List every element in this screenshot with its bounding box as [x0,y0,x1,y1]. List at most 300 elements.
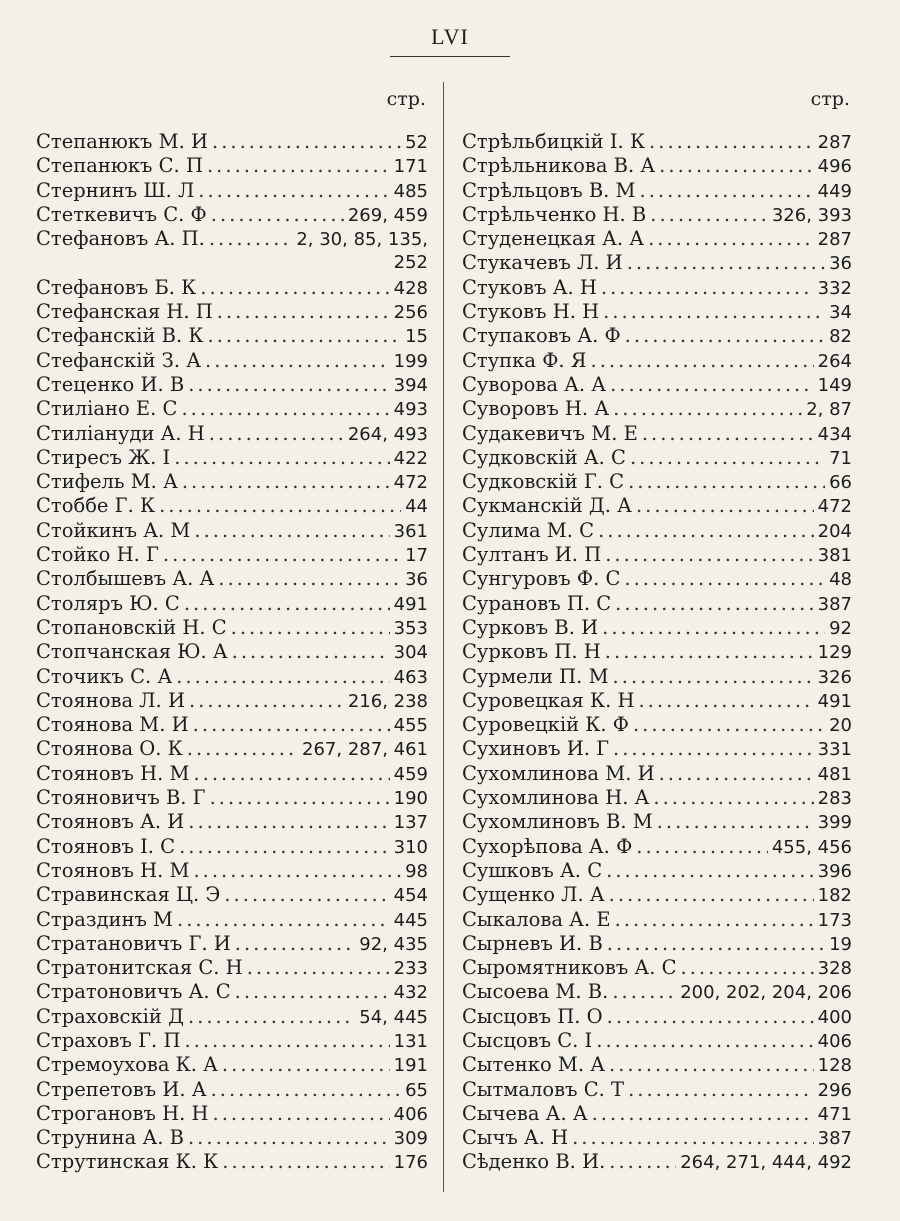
leader-dots [592,1102,814,1126]
index-entry [462,737,852,761]
leader-dots [224,883,389,907]
entry-name: Стоянова Л. И [36,688,185,712]
leader-dots [222,1053,390,1077]
index-entry [462,1053,852,1077]
leader-dots [606,859,814,883]
entry-name: Сурмели П. М [462,664,609,688]
index-entry [36,835,428,859]
index-entry [36,179,428,203]
entry-name: Студенецкая А. А [462,227,645,251]
index-entry [462,543,852,567]
entry-pages: 445 [393,909,428,931]
index-entry [462,519,852,543]
leader-dots [198,179,389,203]
entry-pages: 252 [393,252,428,274]
index-entry [36,762,428,786]
index-entry [36,640,428,664]
entry-name: Стойкинъ А. М [36,518,191,542]
entry-name: Сухомлинова Н. А [462,786,650,810]
index-entry [462,373,852,397]
entry-name: Сухомлинова М. И [462,761,655,785]
leader-dots [174,446,389,470]
entry-pages: 455 [393,715,428,737]
leader-dots [217,300,390,324]
leader-dots [163,543,401,567]
index-entry [462,494,852,518]
leader-dots [184,592,390,616]
entry-name: Стуковъ Н. Н [462,300,600,324]
leader-dots [188,373,389,397]
leader-dots [193,713,390,737]
left-column-header: стр. [386,88,426,110]
leader-dots [193,859,401,883]
entry-name: Степанюкъ С. П [36,154,203,178]
leader-dots [613,397,802,421]
entry-name: Сурковъ В. И [462,615,599,639]
leader-dots [188,810,389,834]
entry-name: Стеткевичъ С. Ф [36,202,207,226]
entry-pages: 432 [393,982,428,1004]
entry-name: Стоянова М. И [36,713,189,737]
index-entry [462,689,852,713]
leader-dots [627,251,825,275]
entry-pages: 216, 238 [347,690,428,712]
leader-dots [613,737,814,761]
leader-dots [177,908,390,932]
index-entry [462,203,852,227]
entry-pages: 309 [393,1128,428,1150]
leader-dots [653,786,813,810]
entry-pages: 463 [393,666,428,688]
index-entry [462,446,852,470]
entry-pages: 199 [393,350,428,372]
entry-pages: 36 [829,253,852,275]
leader-dots [232,640,390,664]
entry-name: Стравинская Ц. Э [36,883,221,907]
index-entry [462,810,852,834]
entry-name: Стойко Н. Г [36,543,159,567]
index-entry [36,203,428,227]
entry-name: Столбышевъ А. А [36,567,215,591]
entry-name: Сыромятниковъ А. С [462,956,677,980]
column-divider [443,82,444,1192]
entry-name: Сысцовъ П. О [462,1004,603,1028]
entry-name: Суворовъ Н. А [462,397,610,421]
entry-pages: 283 [817,788,852,810]
leader-dots [211,203,344,227]
index-entry [462,470,852,494]
entry-name: Стратонитская С. Н [36,956,243,980]
index-entry [462,227,852,251]
entry-pages: 44 [405,496,428,518]
leader-dots [636,494,814,518]
index-entry [36,592,428,616]
index-entry [462,932,852,956]
leader-dots [615,908,814,932]
entry-pages: 496 [817,156,852,178]
entry-pages: 19 [829,933,852,955]
entry-name: Ступаковъ А. Ф [462,324,621,348]
entry-name: Стремоухова К. А [36,1053,218,1077]
index-entry [462,908,852,932]
entry-pages: 173 [817,909,852,931]
entry-pages: 381 [817,545,852,567]
index-entry [36,227,428,251]
entry-pages: 399 [817,812,852,834]
leader-dots [638,689,813,713]
entry-name: Сѣденко В. И. [462,1150,606,1174]
index-entry [36,349,428,373]
index-entry [36,713,428,737]
index-entry [36,689,428,713]
index-entry [36,737,428,761]
entry-pages: 128 [817,1055,852,1077]
entry-pages: 264, 271, 444, 492 [680,1152,852,1174]
entry-name: Сурановъ П. С [462,591,612,615]
entry-name: Стефанскій В. К [36,324,204,348]
entry-name: Суровецкій К. Ф [462,713,629,737]
entry-pages: 92 [829,617,852,639]
leader-dots [609,1150,676,1174]
entry-name: Стуковъ А. Н [462,275,597,299]
leader-dots [189,689,344,713]
entry-name: Стрѣльникова В. А [462,154,656,178]
entry-name: Сысцовъ С. І [462,1028,593,1052]
leader-dots [591,349,814,373]
entry-name: Стратановичъ Г. И [36,931,231,955]
entry-pages: 2, 30, 85, 135, [296,229,428,251]
entry-name: Струнина А. В [36,1126,184,1150]
index-entry [36,446,428,470]
entry-pages: 455, 456 [771,836,852,858]
leader-dots [625,324,825,348]
entry-pages: 491 [817,690,852,712]
entry-name: Стояновъ І. С [36,834,176,858]
index-entry [36,251,428,275]
left-entries [36,130,428,1175]
entry-pages: 394 [393,374,428,396]
left-column [36,86,428,1175]
leader-dots [235,980,390,1004]
leader-dots [648,227,814,251]
entry-name: Страховскій Д [36,1004,184,1028]
index-entry [462,1029,852,1053]
leader-dots [208,324,402,348]
leader-dots [630,446,825,470]
entry-name: Суворова А. А [462,372,607,396]
entry-name: Стрѣльченко Н. В [462,202,647,226]
right-column [462,86,852,1175]
entry-pages: 406 [393,1103,428,1125]
index-entry [462,835,852,859]
index-entry [462,665,852,689]
leader-dots [235,932,356,956]
entry-pages: 454 [393,885,428,907]
entry-pages: 48 [829,569,852,591]
index-entry [36,1005,428,1029]
index-entry [462,251,852,275]
entry-name: Сытенко М. А [462,1053,606,1077]
entry-name: Стифель М. А [36,470,178,494]
index-entry [462,397,852,421]
entry-name: Сурковъ П. Н [462,640,601,664]
entry-name: Стукачевъ Л. И [462,251,623,275]
leader-dots [657,810,814,834]
index-entry [36,567,428,591]
leader-dots [231,616,390,640]
leader-dots [193,762,389,786]
entry-name: Судковскій А. С [462,445,626,469]
leader-dots [209,422,344,446]
leader-dots [601,276,814,300]
entry-name: Стопчанская Ю. А [36,640,228,664]
index-entry [462,859,852,883]
entry-pages: 65 [405,1079,428,1101]
index-entry [36,543,428,567]
entry-name: Струтинская К. К [36,1150,219,1174]
index-entry [36,956,428,980]
entry-name: Стопановскій Н. С [36,615,227,639]
index-entry [462,349,852,373]
entry-pages: 182 [817,885,852,907]
entry-name: Сухорѣпова А. Ф [462,834,633,858]
leader-dots [209,227,293,251]
index-entry [36,1102,428,1126]
index-entry [36,616,428,640]
entry-name: Сычъ А. Н [462,1126,569,1150]
leader-dots [194,519,389,543]
entry-pages: 481 [817,763,852,785]
entry-name: Сущенко Л. А [462,883,605,907]
entry-pages: 485 [393,180,428,202]
entry-pages: 406 [817,1030,852,1052]
entry-name: Стоянова О. К [36,737,183,761]
index-entry [36,130,428,154]
leader-dots [187,737,298,761]
leader-dots [650,203,768,227]
right-column-header: стр. [810,88,850,110]
entry-pages: 328 [817,958,852,980]
leader-dots [615,592,813,616]
index-entry [36,859,428,883]
leader-dots [659,154,813,178]
leader-dots [247,956,390,980]
index-entry [462,1126,852,1150]
index-entry [36,810,428,834]
entry-pages: 190 [393,788,428,810]
entry-pages: 15 [405,326,428,348]
entry-pages: 326 [817,666,852,688]
entry-pages: 66 [829,472,852,494]
index-entry [36,324,428,348]
index-entry [462,786,852,810]
index-entry [462,883,852,907]
entry-pages: 287 [817,229,852,251]
entry-pages: 264, 493 [347,423,428,445]
entry-name: Сточикъ С. А [36,664,173,688]
entry-name: Сулима М. С [462,518,595,542]
leader-dots [636,835,768,859]
leader-dots [218,567,401,591]
entry-name: Сытмаловъ С. Т [462,1077,625,1101]
entry-name: Сыкалова А. Е [462,907,611,931]
entry-pages: 310 [393,836,428,858]
index-entry [462,956,852,980]
entry-name: Судковскій Г. С [462,470,625,494]
entry-name: Стефанская Н. П [36,300,213,324]
leader-dots [211,1078,402,1102]
entry-pages: 131 [393,1030,428,1052]
entry-name: Сухиновъ И. Г [462,737,610,761]
entry-pages: 396 [817,860,852,882]
entry-pages: 149 [817,374,852,396]
entry-pages: 304 [393,642,428,664]
index-entry [462,300,852,324]
leader-dots [213,1102,390,1126]
entry-pages: 171 [393,156,428,178]
entry-pages: 98 [405,860,428,882]
entry-name: Степанюкъ М. И [36,130,209,153]
entry-pages: 493 [393,399,428,421]
entry-pages: 472 [393,472,428,494]
entry-pages: 459 [393,763,428,785]
index-entry [36,1053,428,1077]
leader-dots [572,1126,814,1150]
entry-pages: 200, 202, 204, 206 [680,982,852,1004]
entry-pages: 264 [817,350,852,372]
index-entry [462,640,852,664]
leader-dots [200,276,389,300]
leader-dots [613,665,814,689]
entry-name: Стояновъ А. И [36,810,185,834]
entry-name: Судакевичъ М. Е [462,421,638,445]
entry-pages: 17 [405,545,428,567]
index-entry [36,494,428,518]
index-entry [462,324,852,348]
entry-name: Сырневъ И. В [462,931,603,955]
entry-name: Столяръ Ю. С [36,591,180,615]
leader-dots [681,956,814,980]
leader-dots [602,616,825,640]
entry-pages: 52 [405,132,428,153]
index-entry [36,1126,428,1150]
entry-name: Стрѣльбицкій І. К [462,130,646,153]
index-entry [36,932,428,956]
entry-pages: 176 [393,1152,428,1174]
index-entry [36,300,428,324]
entry-name: Стефановъ А. П. [36,227,205,251]
index-entry [462,980,852,1004]
index-entry [36,373,428,397]
leader-dots [182,470,390,494]
leader-dots [609,883,814,907]
entry-pages: 471 [817,1103,852,1125]
index-entry [462,1078,852,1102]
entry-pages: 34 [829,302,852,324]
entry-name: Стрепетовъ И. А [36,1077,207,1101]
leader-dots [212,130,401,154]
entry-pages: 287 [817,132,852,153]
entry-pages: 353 [393,617,428,639]
entry-pages: 71 [829,447,852,469]
index-entry [36,1029,428,1053]
index-entry [36,154,428,178]
leader-dots [205,349,390,373]
entry-name: Ступка Ф. Я [462,348,587,372]
index-entry [36,908,428,932]
entry-pages: 331 [817,739,852,761]
entry-name: Сухомлиновъ В. М [462,810,653,834]
index-entry [36,422,428,446]
index-entry [36,786,428,810]
leader-dots [181,397,389,421]
entry-name: Суровецкая К. Н [462,688,635,712]
entry-pages: 491 [393,593,428,615]
entry-name: Султанъ И. П [462,543,602,567]
index-entry [36,276,428,300]
index-entry [462,616,852,640]
leader-dots [642,422,814,446]
leader-dots [640,179,814,203]
entry-name: Страховъ Г. П [36,1028,181,1052]
leader-dots [659,762,814,786]
leader-dots [605,543,813,567]
entry-name: Стояновъ Н. М [36,858,190,882]
entry-name: Стратоновичъ А. С [36,980,231,1004]
entry-pages: 267, 287, 461 [302,739,428,761]
leader-dots [607,1005,814,1029]
index-entry [36,665,428,689]
entry-pages: 422 [393,447,428,469]
entry-pages: 54, 445 [359,1006,428,1028]
entry-pages: 332 [817,277,852,299]
entry-pages: 296 [817,1079,852,1101]
entry-name: Стефановъ Б. К [36,275,197,299]
leader-dots [188,1126,390,1150]
entry-pages: 204 [817,520,852,542]
leader-dots [609,1053,814,1077]
leader-dots [628,1078,814,1102]
leader-dots [605,640,814,664]
header-rule [390,56,510,57]
entry-pages: 361 [393,520,428,542]
entry-name: Стиресъ Ж. І [36,445,171,469]
leader-dots [628,470,825,494]
entry-pages: 269, 459 [347,204,428,226]
entry-name: Сукманскій Д. А [462,494,632,518]
index-entry [462,567,852,591]
entry-pages: 137 [393,812,428,834]
leader-dots [210,786,390,810]
index-entry [462,1150,852,1174]
right-entries [462,130,852,1175]
leader-dots [633,713,825,737]
index-entry [462,154,852,178]
index-entry [36,980,428,1004]
entry-pages: 36 [405,569,428,591]
entry-name: Страздинъ М [36,907,174,931]
index-entry [462,592,852,616]
leader-dots [610,373,814,397]
entry-pages: 129 [817,642,852,664]
entry-name: Сычева А. А [462,1101,588,1125]
entry-name: Стиліануди А. Н [36,421,205,445]
leader-dots [612,980,676,1004]
index-entry [36,397,428,421]
entry-pages: 434 [817,423,852,445]
entry-name: Сунгуровъ Ф. С [462,567,621,591]
entry-pages: 387 [817,1128,852,1150]
